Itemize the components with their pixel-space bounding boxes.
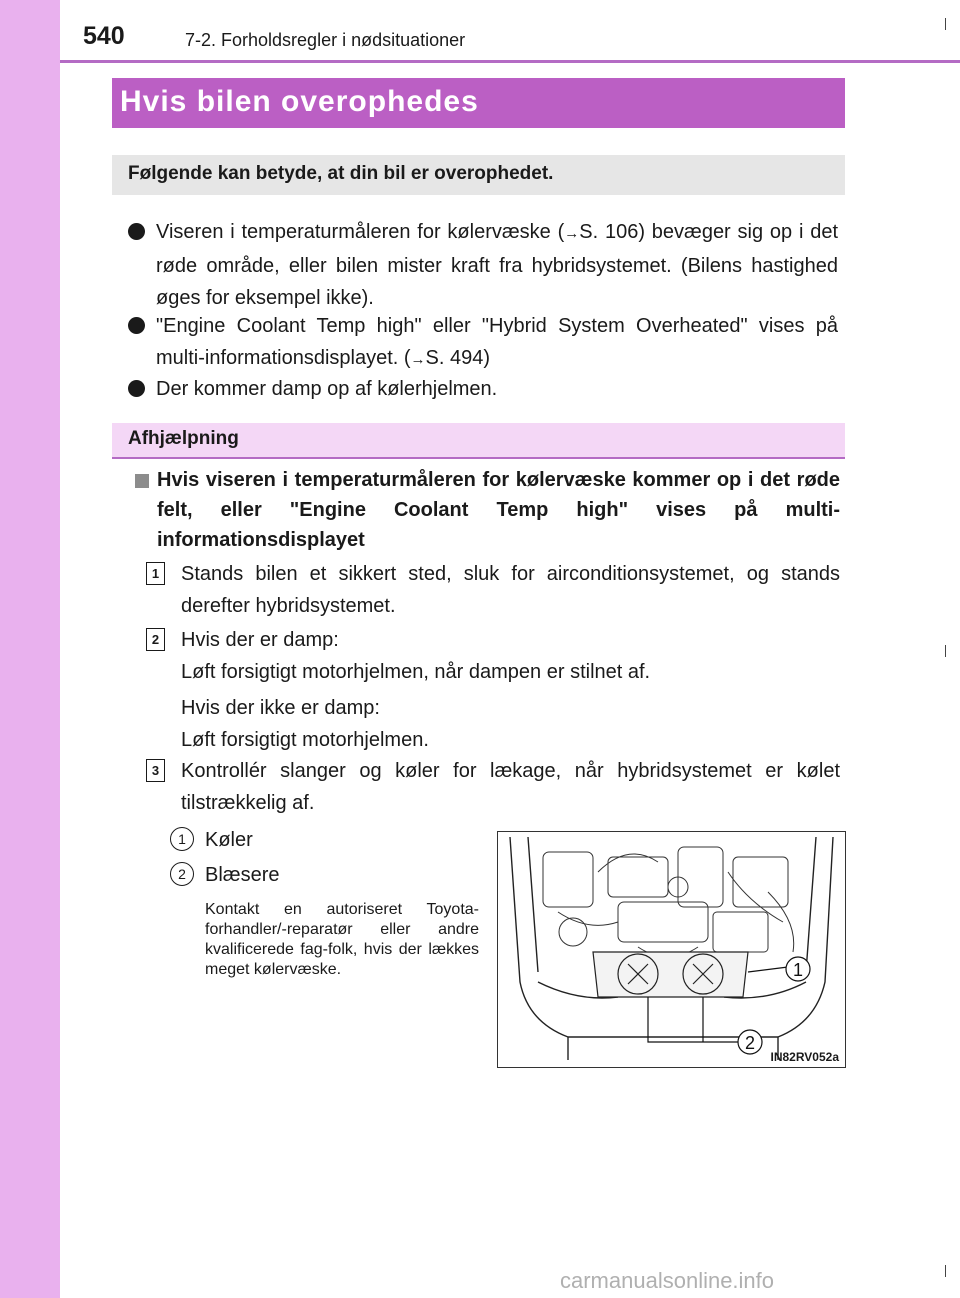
step-text: Hvis der er damp: — [181, 629, 339, 651]
arrow-right-icon: → — [564, 225, 580, 242]
bullet-text: "Engine Coolant Temp high" eller "Hybrid System Overheated" vises på multi-informationsdisplayet. (→S. 494) — [156, 315, 838, 369]
legend-item — [170, 862, 279, 888]
legend-item — [170, 827, 253, 853]
intro-text: Følgende kan betyde, at din bil er overophedet. — [128, 163, 554, 184]
sub-heading — [135, 465, 840, 555]
radiator-fans — [593, 952, 748, 997]
bullet-item — [128, 310, 838, 376]
step-number-badge: 1 — [146, 562, 165, 585]
step-text: Stands bilen et sikkert sted, sluk for airconditionsystemet, og stands derefter hybridsystemet. — [181, 563, 840, 617]
page-reference-link[interactable]: S. 106) bevæger sig op i det røde område, eller bilen mister kraft fra hybridsystemet. (Bilens hastighed øges for eksempel ikke). — [156, 221, 839, 309]
bullet-item — [128, 373, 838, 405]
bullet-text: Viseren i temperaturmåleren for kølervæske (→S. 106) bevæger sig op i det røde område, eller bilen mister kraft fra hybridsystemet. (Bilens hastighed øges for eksempel ikke). — [156, 221, 839, 309]
step-number-badge: 2 — [146, 628, 165, 651]
step-text: Løft forsigtigt motorhjelmen, når dampen er stilnet af. — [181, 661, 651, 683]
step-2 — [146, 624, 840, 756]
engine-bay-illustration — [497, 831, 846, 1068]
step-text: Løft forsigtigt motorhjelmen. — [181, 729, 429, 751]
step-text: Kontrollér slanger og køler for lækage, når hybridsystemet er kølet tilstrækkelig af. — [181, 760, 840, 814]
bullet-dot-icon — [128, 223, 145, 240]
note-text: Kontakt en autoriseret Toyota-forhandler/-reparatør eller andre kvalificerede fag-folk, hvis der lækkes meget kølervæske. — [205, 901, 479, 978]
step-1 — [146, 558, 840, 622]
legend-label: Blæsere — [205, 864, 280, 886]
bullet-item — [128, 216, 838, 314]
engine-bay-drawing — [498, 832, 845, 1067]
legend-label: Køler — [205, 829, 253, 851]
square-marker-icon — [135, 474, 149, 488]
crop-mark — [945, 18, 946, 30]
remedy-heading: Afhjælpning — [128, 428, 239, 449]
page-heading: Hvis bilen overophedes — [120, 85, 479, 118]
page-heading-bar — [112, 78, 845, 128]
step-number-badge: 3 — [146, 759, 165, 782]
legend-number-badge: 1 — [170, 827, 194, 851]
callout-label: 2 — [744, 1033, 756, 1053]
page-number: 540 — [83, 22, 125, 50]
figure-code: IN82RV052a — [770, 1050, 839, 1064]
page-reference-link[interactable]: S. 494) — [425, 347, 491, 369]
car-outline — [510, 837, 833, 1060]
bullet-dot-icon — [128, 317, 145, 334]
side-color-strip — [0, 0, 60, 1298]
remedy-heading-box — [112, 423, 845, 459]
watermark: carmanualsonline.info — [560, 1268, 775, 1293]
arrow-right-icon: → — [410, 351, 426, 368]
bullet-dot-icon — [128, 380, 145, 397]
crop-mark — [945, 645, 946, 657]
header-rule — [60, 60, 960, 63]
step-3 — [146, 755, 840, 819]
crop-mark — [945, 1265, 946, 1277]
bullet-text: Der kommer damp op af kølerhjelmen. — [156, 378, 498, 400]
callout-label: 1 — [792, 960, 804, 980]
section-title: 7-2. Forholdsregler i nødsituationer — [185, 30, 466, 50]
intro-box — [112, 155, 845, 195]
legend-number-badge: 2 — [170, 862, 194, 886]
step-text: Hvis der ikke er damp: — [181, 697, 380, 719]
sub-heading-text: Hvis viseren i temperaturmåleren for kølervæske kommer op i det røde felt, eller "Engine Coolant Temp high" vises på multi-informationsdisplayet — [157, 469, 840, 551]
engine-components — [543, 847, 794, 957]
